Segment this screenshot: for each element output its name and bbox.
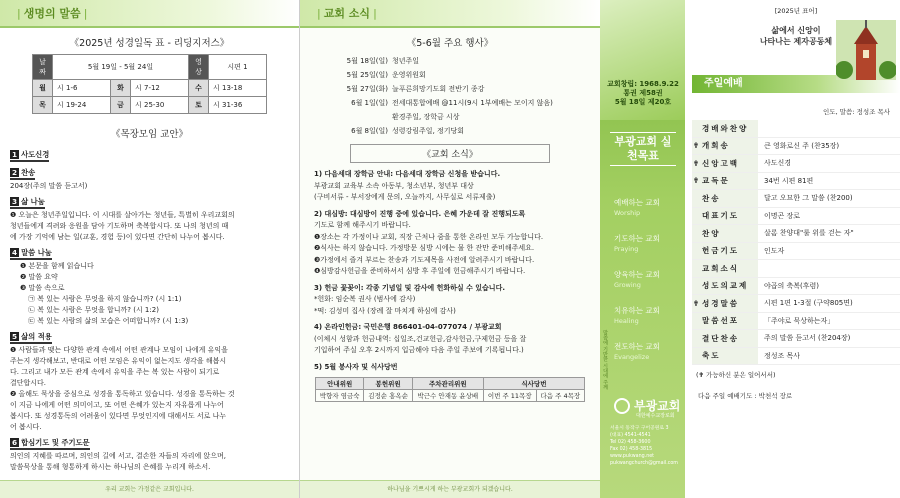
day-label: 수 [189, 80, 209, 97]
vision-title: 양육하는 교회 [614, 270, 660, 279]
issue: 5월 18일 제20호 [614, 98, 672, 106]
item-heading [10, 192, 289, 210]
year-label: [2025년 표어] [774, 7, 818, 15]
address-line: 서울시 동작구 구어공원로 3 [610, 426, 669, 431]
news-line: 기입하여 주실 오후 2시까지 입금해야 다음 주일 주보에 기록됩니다.) [314, 346, 524, 354]
order-value: 시편 1편 1-3절 (구약805면) [764, 299, 853, 308]
order-key [692, 260, 758, 277]
event-date: 6월 8일(일) [351, 127, 388, 135]
events-title: 《5-6월 주요 행사》 [406, 38, 494, 49]
event-text: 성령강림주일, 정기당회 [392, 127, 465, 135]
day-label: 화 [111, 80, 131, 97]
panel-title: 생명의 말씀 [23, 7, 81, 20]
duty-cell: 박향자 염금숙 [316, 390, 364, 402]
order-row [692, 208, 900, 226]
day-reading: 시 31-36 [209, 97, 267, 114]
events-list [300, 54, 600, 138]
panel-worship-order [600, 0, 900, 498]
event-date: 5월 27일(화) [346, 85, 388, 93]
news-heading: 4) 온라인헌금: 국민은행 866401-04-077074 / 부광교회 [314, 323, 502, 331]
slogan-line: 나타나는 제자공동체 [759, 37, 833, 46]
order-row [692, 313, 900, 331]
order-key [692, 330, 758, 347]
news-heading: 3) 헌금 꽃꽂이: 각종 기념일 및 감사에 헌화하실 수 있습니다. [314, 283, 505, 292]
vision-en: Worship [614, 209, 641, 217]
worship-title: 주일예배 [692, 75, 900, 93]
cross-icon: ✟ [692, 298, 702, 308]
order-value: 「주야로 묵상하는자」 [764, 316, 835, 325]
order-label: 결단찬송 [702, 333, 739, 343]
vision-item [614, 198, 660, 218]
motto: 부광교회 실천목표 [610, 132, 676, 166]
news-heading: 1) 다음세대 장학금 안내: 다음세대 장학금 신청을 받습니다. [314, 170, 501, 178]
order-value: 34번 시편 81편 [764, 176, 814, 185]
item-line: 주는지 생각해보고, 반대로 어떤 모임은 유익이 없는지도 생각을 해봅시 [10, 357, 227, 365]
item-heading [10, 327, 289, 345]
item-line: ❶ 본문을 함께 읽습니다 [20, 262, 94, 270]
day-label: 금 [111, 97, 131, 114]
item-line: 204장(주의 말씀 듣고서) [10, 182, 88, 190]
news-content [300, 169, 600, 373]
duty-header: 봉헌위원 [364, 378, 412, 390]
event-date: 5월 18일(일) [346, 57, 388, 65]
news-line: *헌화: 임순복 권사 (범사에 감사) [314, 295, 416, 303]
item-line: 말씀묵상을 통해 형통하게 하시는 하나님의 은혜를 누리게 하소서. [10, 463, 211, 471]
side-text: 말씀에 기반한 시대에 주께 [602, 330, 608, 390]
item-line: ❶ 사람들과 맺는 다양한 관계 속에서 어떤 관계나 모임이 나에게 유익을 [10, 346, 228, 354]
event-row [300, 124, 600, 138]
address-line: (대표) 4541-4541 [610, 433, 651, 438]
item-number: 2 [12, 168, 18, 177]
duty-cell: 이번 주 11목장 [483, 390, 536, 402]
vision-title: 전도하는 교회 [614, 342, 660, 351]
item-line: 결단합시다. [10, 379, 47, 387]
event-row [300, 110, 600, 124]
news-line: ❹심방감사헌금을 준비하셔서 심방 후 주일에 헌금해주시기 바랍니다. [314, 267, 526, 275]
day-reading: 시 7-12 [131, 80, 189, 97]
order-value: 주의 말씀 듣고서 (찬204장) [764, 334, 851, 343]
order-key [692, 348, 758, 365]
item-line: 봅시다. 또 성경통독의 어려움이 있다면 무엇인지에 대해서도 서로 나누 [10, 412, 227, 420]
event-text: 환경주일, 장학금 시상 [392, 113, 460, 121]
order-value: 야곱의 축복(후렴) [764, 281, 820, 290]
order-row [692, 225, 900, 243]
order-key [692, 278, 758, 295]
panel-title: 교회 소식 [323, 7, 371, 20]
item-line: ㉠ 복 있는 사람은 무엇을 하지 않습니까? (시 1:1) [28, 295, 182, 303]
item-tag [10, 247, 52, 260]
volunteer-table [315, 377, 585, 402]
order-row [692, 295, 900, 313]
vision-item [614, 306, 660, 326]
event-row [300, 54, 600, 68]
day-label: 월 [33, 80, 53, 97]
news-heading: 2) 대심방: 대심방이 진행 중에 있습니다. 은혜 가운데 잘 진행되도록 [314, 209, 526, 218]
item-line: 에 가장 기억에 남는 일(교훈, 경험 등)이 있다면 간단히 나누어 봅시다. [10, 233, 225, 241]
duty-header: 안내위원 [316, 378, 364, 390]
address-line: Tel 02) 458-3600 [610, 440, 651, 445]
event-text: 늘푸른희망기도회 전반기 종강 [392, 85, 485, 93]
order-value: 큰 영화로신 주 (찬35장) [764, 141, 840, 150]
vision-title: 기도하는 교회 [614, 234, 660, 243]
address-line: www.pukwang.net [610, 454, 655, 459]
footer: 하나님을 기쁘시게 하는 부광교회가 되겠습니다. [300, 480, 600, 498]
order-of-worship [692, 120, 900, 365]
logo-text: 부광교회 [634, 399, 681, 413]
order-row [692, 243, 900, 261]
cross-icon: ✟ [692, 141, 702, 151]
cross-icon: ✟ [692, 176, 702, 186]
duty-cell: 다음 주 4목장 [536, 390, 584, 402]
event-row [300, 82, 600, 96]
order-key [692, 208, 758, 225]
news-line: ❷식사는 하지 않습니다. 가정방문 심방 시에는 물 한 잔만 준비해주세요. [314, 244, 535, 252]
vision-en: Evangelize [614, 353, 650, 361]
news-line: 기도로 함께 해주시기 바랍니다. [314, 221, 411, 229]
vision-en: Praying [614, 245, 639, 253]
order-key [692, 120, 758, 137]
vision-en: Healing [614, 317, 639, 325]
item-heading [10, 433, 289, 451]
worship-section [692, 0, 900, 400]
order-row [692, 278, 900, 296]
order-label: 신앙고백 [702, 158, 739, 168]
event-text: 운영위원회 [392, 71, 426, 79]
cell-guide-content [0, 145, 299, 473]
panel-header: | 교회 소식 | [300, 0, 600, 28]
church-logo [614, 395, 680, 419]
address-line: pukwangchurch@gmail.com [610, 461, 678, 466]
order-label: 경배와찬양 [702, 123, 749, 133]
order-key [692, 138, 758, 155]
item-title: 삶의 적용 [21, 332, 52, 341]
schedule-title: 《2025년 성경일독 표 - 리딩지저스》 [69, 38, 230, 49]
vision-item [614, 342, 660, 362]
news-line: 부광교회 교육부 소속 아동부, 청소년부, 청년부 대상 [314, 181, 474, 190]
news-title: 《교회 소식》 [350, 144, 550, 163]
item-line: 청년들에게 격려와 응원을 담아 기도하며 축복합시다. 또 나의 청년의 때 [10, 222, 229, 230]
order-label: 찬송 [702, 193, 721, 203]
order-row [692, 155, 900, 173]
order-key [692, 243, 758, 260]
day-reading: 시 25-30 [131, 97, 189, 114]
order-label: 성경말씀 [702, 298, 739, 308]
order-label: 대표기도 [702, 211, 739, 221]
standing-note: (✟ 가능하신 분은 일어서서) [696, 371, 776, 379]
volume: 통권 제58권 [623, 89, 663, 97]
item-title: 사도신경 [21, 150, 50, 159]
event-row [300, 96, 600, 110]
item-line: ❶ 오늘은 청년주일입니다. 이 시대를 살아가는 청년들, 특별히 우리교회의 [10, 211, 235, 219]
order-value: 사도신경 [764, 159, 792, 168]
psalm-label: 영상 [189, 55, 209, 80]
item-heading [10, 243, 289, 261]
event-date: 6월 1일(일) [351, 99, 388, 107]
item-number: 3 [12, 197, 18, 206]
day-reading: 시 13-18 [209, 80, 267, 97]
duty-cell: 김정순 홍옥순 [364, 390, 412, 402]
item-line: ❸ 말씀 속으로 [20, 284, 65, 292]
order-key [692, 313, 758, 330]
order-row [692, 348, 900, 366]
vision-title: 치유하는 교회 [614, 306, 660, 315]
order-row [692, 173, 900, 191]
vision-en: Growing [614, 281, 641, 289]
founded: 교회창립: 1968.9.22 [607, 80, 679, 88]
order-value: 인도자 [764, 246, 785, 255]
order-key [692, 225, 758, 242]
event-text: 청년주일 [392, 57, 420, 65]
item-number: 1 [12, 150, 18, 159]
news-line: ❸가정에서 즐겨 부르는 찬송과 기도제목을 사전에 알려주시기 바랍니다. [314, 255, 535, 264]
item-heading [10, 145, 289, 163]
item-line: ㉢ 복 있는 사람의 삶의 모습은 어떠합니까? (시 1:3) [28, 317, 189, 325]
item-line: 어 봅시다. [10, 423, 42, 431]
vision-item [614, 234, 660, 254]
footer: 우리 교회는 가정같은 교회입니다. [0, 480, 299, 498]
order-value: 달고 오묘한 그 말씀 (찬200) [764, 194, 853, 203]
vision-item [614, 270, 660, 290]
date-range: 5월 19일 - 5월 24일 [53, 55, 189, 80]
bulletin-info [604, 80, 682, 107]
item-tag [10, 149, 49, 162]
order-row [692, 330, 900, 348]
logo-icon [614, 398, 630, 414]
address-line: Fax 02) 458-3815 [610, 447, 653, 452]
event-row [300, 68, 600, 82]
news-heading: 5) 5월 봉사자 및 식사당번 [314, 362, 398, 371]
order-value: 이명곤 장로 [764, 211, 801, 220]
order-key [692, 173, 758, 190]
order-row [692, 120, 900, 138]
item-line: 의인의 지혜를 따르며, 의인의 길에 서고, 결손한 자들의 자리에 앉으며, [10, 452, 227, 460]
item-number: 5 [12, 332, 18, 341]
item-tag [10, 167, 35, 180]
panel-header: | 생명의 말씀 | [0, 0, 299, 28]
order-key [692, 155, 758, 172]
event-text: 전세대통합예배 @11시(9시 1부예배는 모이지 않음) [392, 99, 553, 107]
duty-header: 주차관리위원 [412, 378, 483, 390]
order-label: 찬양 [702, 228, 721, 238]
item-number: 6 [12, 438, 18, 447]
order-label: 말씀선포 [702, 316, 739, 326]
panel-church-news [300, 0, 600, 498]
item-number: 4 [12, 248, 18, 257]
item-title: 말씀 나눔 [21, 248, 52, 257]
panel-word-of-life [0, 0, 300, 498]
order-key [692, 295, 758, 312]
order-label: 개회송 [702, 141, 730, 151]
order-label: 축도 [702, 351, 721, 361]
news-line: (구비서류 - 부서장에게 문의, 오늘까지, 사무실로 서류제출) [314, 193, 496, 201]
item-tag [10, 331, 52, 344]
news-line: (이체시 성함과 헌금내역: 십일조,건교헌금,감사헌금,구제헌금 등을 잘 [314, 334, 527, 343]
order-label: 헌금기도 [702, 246, 739, 256]
order-value: 정성조 목사 [764, 351, 801, 360]
news-line: ❶장소는 각 가정이나 교회, 직장 근처나 줌을 통한 온라인 모두 가능합니다. [314, 232, 544, 241]
church-address [610, 425, 678, 467]
item-tag [10, 196, 45, 209]
preacher: 인도, 말씀: 정성조 목사 [823, 108, 890, 116]
order-label: 교독문 [702, 176, 730, 186]
item-title: 찬송 [21, 168, 36, 177]
psalm-value: 시편 1 [209, 55, 267, 80]
item-title: 삶 나눔 [21, 197, 45, 206]
order-key [692, 190, 758, 207]
day-label: 목 [33, 97, 53, 114]
order-row [692, 260, 900, 278]
day-reading: 시 19-24 [53, 97, 111, 114]
news-line: *떡: 김성미 집사 (장례 잘 마치게 하심에 감사) [314, 306, 456, 315]
duty-header: 식사당번 [483, 378, 584, 390]
event-date: 5월 25일(일) [346, 71, 388, 79]
church-building-icon [836, 20, 896, 80]
item-line: ㉡ 복 있는 사람은 무엇을 합니까? (시 1:2) [28, 306, 159, 314]
item-heading [10, 163, 289, 181]
logo-sub: 대한예수교장로회 [636, 413, 675, 419]
order-label: 성도의교제 [702, 281, 749, 291]
vision-title: 예배하는 교회 [614, 198, 660, 207]
slogan-line: 삶에서 신앙이 [771, 26, 821, 35]
item-line: 이 지금 나에게 어떤 의미이고, 또 어떤 은혜가 있는지 자유롭게 나누어 [10, 401, 224, 409]
next-prayer: 다음 주일 예배기도 : 박천석 장로 [698, 392, 793, 400]
day-reading: 시 1-6 [53, 80, 111, 97]
order-label: 교회소식 [702, 263, 739, 273]
item-title: 합심기도 및 주기도문 [21, 438, 90, 447]
day-label: 토 [189, 97, 209, 114]
item-line: 다. 그리고 내가 모든 관계 속에서 유익을 주는 복 있는 사람이 되기로 [10, 368, 220, 376]
order-row [692, 190, 900, 208]
item-tag [10, 437, 90, 450]
reading-schedule-table [32, 54, 267, 114]
item-line: ❷ 말씀 요약 [20, 273, 58, 281]
duty-cell: 박근수 안재동 윤상배 [412, 390, 483, 402]
order-row [692, 138, 900, 156]
order-value: 살롬 찬양대"룰 위를 걷는 자" [764, 229, 854, 238]
green-strip [600, 0, 685, 498]
date-label: 날짜 [33, 55, 53, 80]
cell-guide-title: 《목장모임 교안》 [110, 129, 189, 140]
cross-icon: ✟ [692, 158, 702, 168]
item-line: ❷ 올해도 묵상을 중심으로 성경을 통독하고 있습니다. 성경을 통독하는 것 [10, 390, 235, 398]
